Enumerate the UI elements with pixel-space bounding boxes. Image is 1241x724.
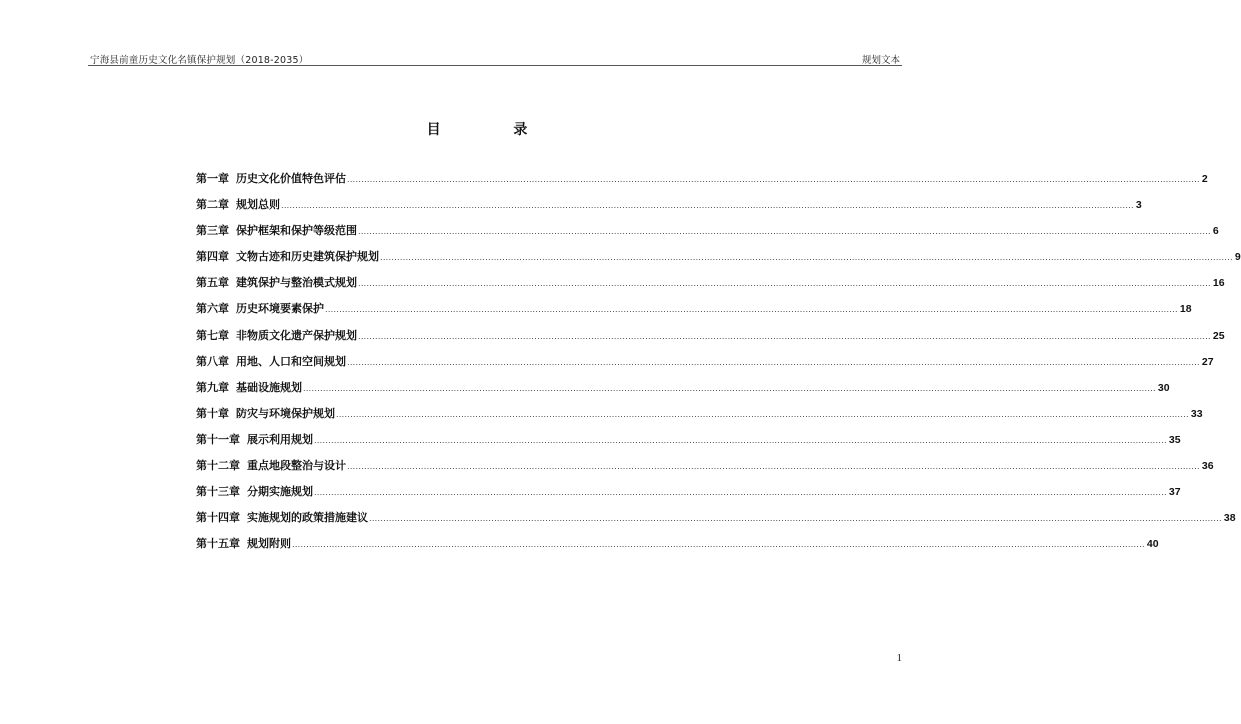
toc-chapter-number: 第一章 — [196, 172, 229, 185]
toc-entry[interactable] — [196, 535, 1159, 561]
toc-page-number: 9 — [1234, 251, 1241, 264]
toc-page-number: 33 — [1190, 407, 1203, 420]
table-of-contents — [196, 170, 1241, 561]
toc-leader-dots: ............................................................................................................................................................................................................................................................................................................ — [336, 409, 1189, 419]
toc-chapter-number: 第三章 — [196, 224, 229, 238]
toc-chapter-title: 用地、人口和空间规划 — [236, 354, 346, 368]
toc-page-number: 2 — [1201, 173, 1208, 185]
toc-chapter-title: 重点地段整治与设计 — [247, 459, 346, 473]
toc-chapter-number: 第七章 — [196, 328, 229, 342]
toc-entry[interactable] — [196, 457, 1214, 483]
toc-page-number: 35 — [1168, 433, 1181, 446]
toc-leader-dots: ............................................................................................................................................................................................................................................................................................................ — [314, 488, 1167, 498]
toc-chapter-number: 第十五章 — [196, 537, 240, 551]
toc-entry[interactable] — [196, 405, 1203, 431]
toc-page-number: 38 — [1223, 512, 1236, 525]
toc-chapter-title: 保护框架和保护等级范围 — [236, 224, 357, 238]
toc-chapter-title: 展示利用规划 — [247, 432, 313, 446]
toc-entry[interactable] — [196, 431, 1181, 457]
toc-chapter-title: 历史环境要素保护 — [236, 302, 324, 316]
document-title-header: 宁海县前童历史文化名镇保护规划（2018-2035） — [90, 55, 309, 66]
toc-page-number: 36 — [1201, 460, 1214, 473]
toc-page-number: 3 — [1135, 199, 1142, 212]
toc-chapter-number: 第十章 — [196, 406, 229, 420]
toc-entry[interactable] — [196, 327, 1225, 353]
toc-chapter-title: 基础设施规划 — [236, 380, 302, 394]
toc-chapter-number: 第六章 — [196, 302, 229, 316]
toc-chapter-title: 规划附则 — [247, 537, 291, 551]
page-number: 1 — [896, 652, 902, 664]
toc-leader-dots: ............................................................................................................................................................................................................................................................................................................ — [380, 253, 1233, 263]
toc-entry[interactable] — [196, 196, 1142, 222]
toc-page-number: 25 — [1212, 329, 1225, 342]
toc-entry[interactable] — [196, 353, 1214, 379]
toc-leader-dots: ............................................................................................................................................................................................................................................................................................................ — [292, 540, 1145, 550]
toc-leader-dots: ............................................................................................................................................................................................................................................................................................................ — [303, 383, 1156, 393]
toc-leader-dots: ............................................................................................................................................................................................................................................................................................................ — [358, 227, 1211, 237]
toc-page-number: 16 — [1212, 277, 1225, 290]
toc-entry[interactable] — [196, 248, 1241, 274]
toc-leader-dots: ............................................................................................................................................................................................................................................................................................................ — [281, 201, 1134, 211]
toc-chapter-number: 第十二章 — [196, 459, 240, 473]
toc-page-number: 27 — [1201, 355, 1214, 368]
header-divider — [88, 65, 902, 66]
toc-leader-dots: ............................................................................................................................................................................................................................................................................................................ — [369, 514, 1222, 524]
toc-leader-dots: ............................................................................................................................................................................................................................................................................................................ — [347, 357, 1200, 367]
toc-leader-dots: ............................................................................................................................................................................................................................................................................................................ — [347, 175, 1200, 184]
toc-chapter-number: 第十一章 — [196, 432, 240, 446]
toc-entry[interactable] — [196, 222, 1219, 248]
toc-leader-dots: ............................................................................................................................................................................................................................................................................................................ — [314, 435, 1167, 445]
toc-chapter-number: 第八章 — [196, 354, 229, 368]
toc-chapter-title: 非物质文化遗产保护规划 — [236, 328, 357, 342]
toc-chapter-title: 规划总则 — [236, 198, 280, 212]
toc-chapter-title: 历史文化价值特色评估 — [236, 172, 346, 185]
toc-page-number: 40 — [1146, 538, 1159, 551]
toc-title: 目 录 — [426, 122, 562, 138]
toc-chapter-number: 第五章 — [196, 276, 229, 290]
toc-chapter-title: 分期实施规划 — [247, 485, 313, 499]
toc-page-number: 18 — [1179, 303, 1192, 316]
toc-entry[interactable] — [196, 170, 1208, 196]
toc-chapter-number: 第二章 — [196, 198, 229, 212]
toc-chapter-title: 实施规划的政策措施建议 — [247, 511, 368, 525]
toc-leader-dots: ............................................................................................................................................................................................................................................................................................................ — [347, 462, 1200, 472]
toc-leader-dots: ............................................................................................................................................................................................................................................................................................................ — [358, 331, 1211, 341]
toc-chapter-number: 第十四章 — [196, 511, 240, 525]
toc-chapter-number: 第九章 — [196, 380, 229, 394]
toc-chapter-title: 建筑保护与整治模式规划 — [236, 276, 357, 290]
toc-page-number: 37 — [1168, 486, 1181, 499]
toc-chapter-title: 防灾与环境保护规划 — [236, 406, 335, 420]
toc-leader-dots: ............................................................................................................................................................................................................................................................................................................ — [325, 305, 1178, 315]
toc-chapter-number: 第十三章 — [196, 485, 240, 499]
toc-entry[interactable] — [196, 274, 1225, 300]
document-type-header: 规划文本 — [861, 55, 900, 66]
toc-chapter-number: 第四章 — [196, 250, 229, 264]
toc-entry[interactable] — [196, 483, 1181, 509]
toc-chapter-title: 文物古迹和历史建筑保护规划 — [236, 250, 379, 264]
toc-page-number: 30 — [1157, 381, 1170, 394]
toc-entry[interactable] — [196, 300, 1192, 326]
toc-entry[interactable] — [196, 379, 1170, 405]
toc-page-number: 6 — [1212, 225, 1219, 238]
toc-entry[interactable] — [196, 509, 1236, 535]
toc-leader-dots: ............................................................................................................................................................................................................................................................................................................ — [358, 279, 1211, 289]
